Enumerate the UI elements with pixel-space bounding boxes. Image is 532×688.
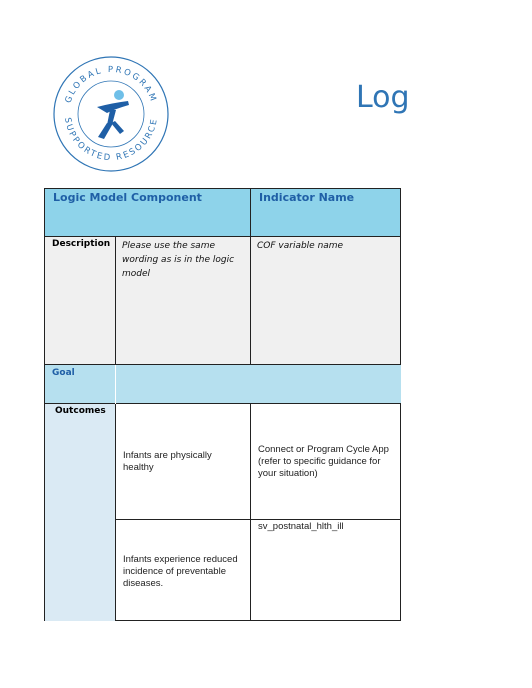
goal-value-cell: [116, 365, 401, 404]
header-component-cell: [45, 189, 251, 237]
description-component-hint: Please use the same wording as is in the logic model: [122, 241, 235, 279]
header-indicator-cell: [251, 189, 401, 237]
logic-model-table: [44, 188, 401, 621]
goal-label: Goal: [52, 368, 75, 378]
seal-bottom-text: SUPPORTED RESOURCE: [62, 116, 160, 164]
outcomes-label-cell: [45, 404, 116, 621]
goal-row: [45, 365, 401, 404]
goal-label-cell: [45, 365, 116, 404]
outcome-indicator-cell: [251, 520, 401, 621]
description-row: [45, 237, 401, 365]
running-person-icon: [97, 90, 129, 139]
page-title: Log: [356, 80, 410, 115]
table-header-row: [45, 189, 401, 237]
description-component-cell: [116, 237, 251, 365]
header-indicator-label: Indicator Name: [259, 191, 355, 204]
outcome-component-text: Infants experience reduced incidence of preventable diseases.: [123, 554, 238, 589]
outcome-indicator-text: Connect or Program Cycle App (refer to specific guidance for your situation): [258, 443, 389, 479]
description-label: Description: [52, 239, 111, 249]
outcome-indicator-cell: [251, 404, 401, 520]
global-program-seal: [52, 55, 170, 173]
outcome-component-cell: [116, 404, 251, 520]
description-indicator-cell: [251, 237, 401, 365]
outcome-indicator-text: sv_postnatal_hlth_ill: [258, 521, 344, 532]
table-row: [45, 404, 401, 520]
seal-top-text: GLOBAL PROGRAM: [63, 64, 159, 105]
outcome-component-cell: [116, 520, 251, 621]
header-component-label: Logic Model Component: [53, 191, 202, 204]
description-indicator-hint: COF variable name: [257, 241, 344, 251]
outcomes-label: Outcomes: [55, 406, 106, 416]
description-label-cell: [45, 237, 116, 365]
outcome-component-text: Infants are physically healthy: [123, 449, 212, 473]
